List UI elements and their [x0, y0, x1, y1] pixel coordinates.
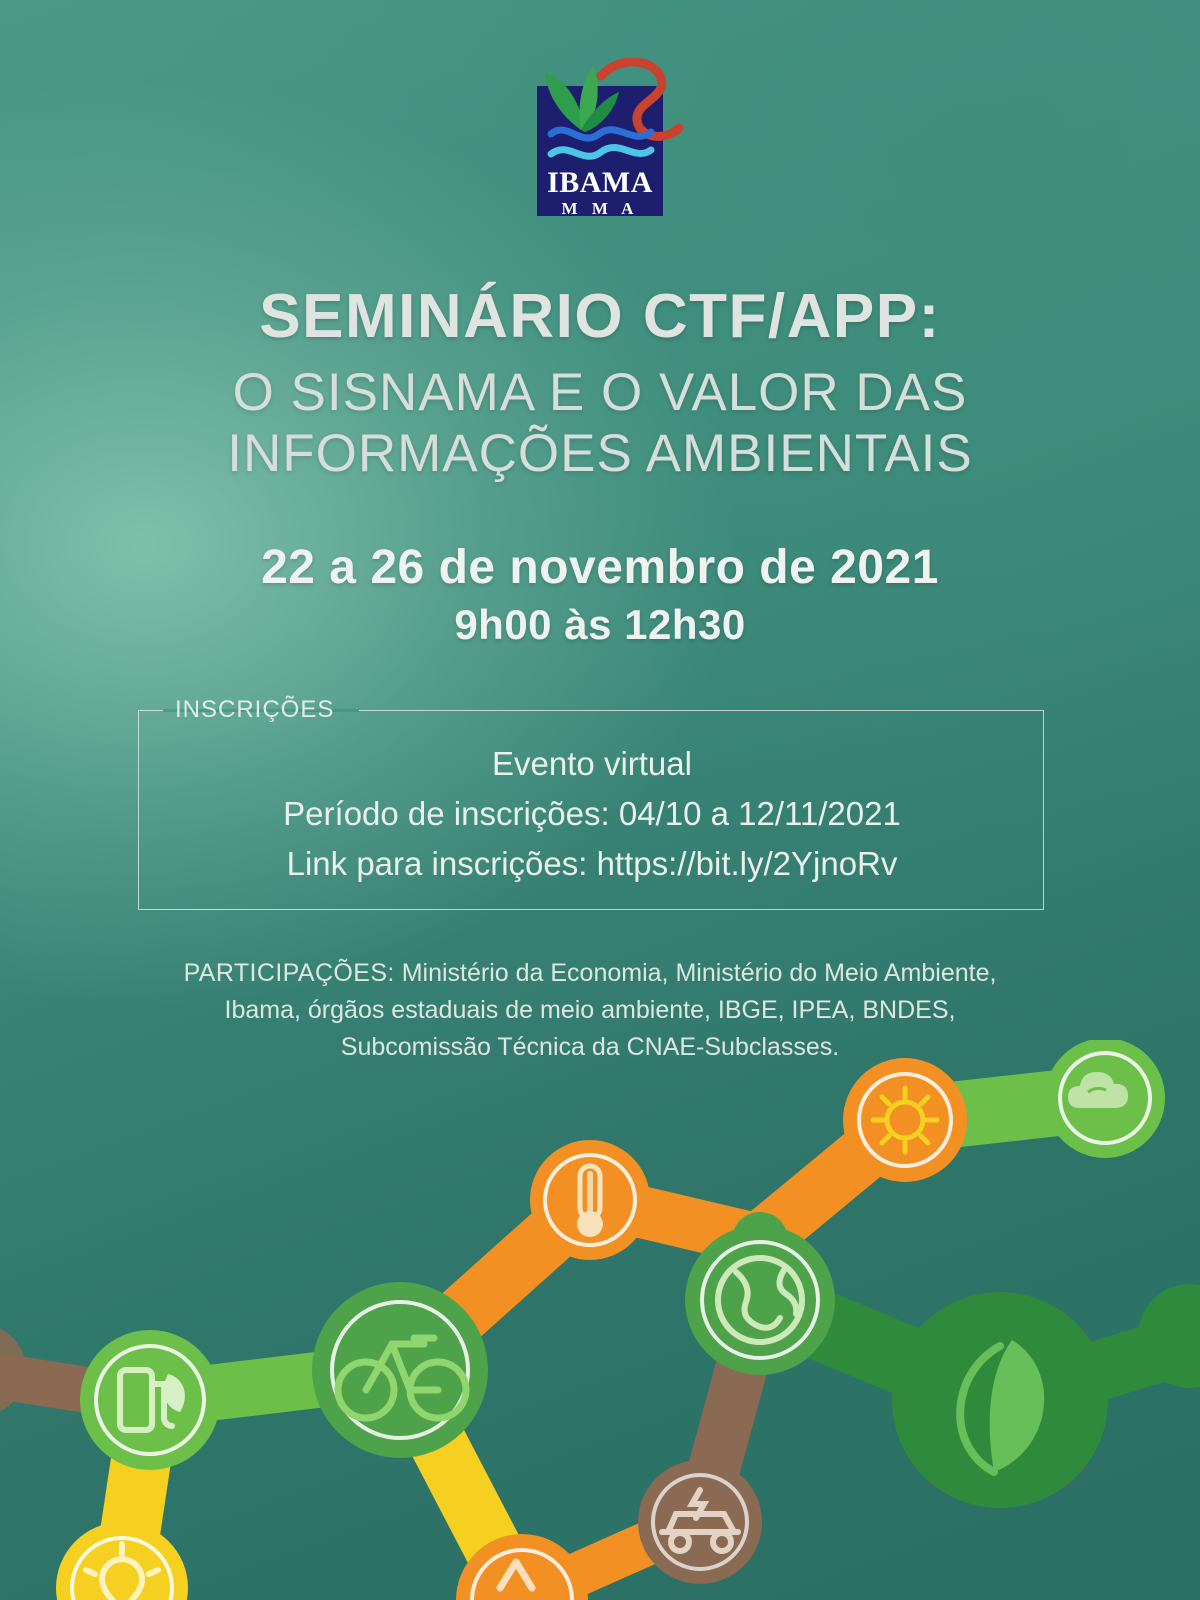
decorative-network-graphic [0, 1040, 1200, 1600]
participations-label: PARTICIPAÇÕES: [183, 959, 395, 987]
event-time: 9h00 às 12h30 [454, 601, 746, 648]
participations-block [150, 955, 1030, 1066]
registration-line-1: Evento virtual [492, 745, 692, 782]
logo-container [0, 58, 1200, 243]
event-dates: 22 a 26 de novembro de 2021 [261, 541, 939, 594]
registration-box [138, 696, 1044, 910]
ibama-logo [505, 58, 695, 243]
waves-icon [547, 116, 655, 168]
page-subtitle-line-2: INFORMAÇÕES AMBIENTAIS [227, 423, 973, 483]
participations-text: Ministério da Economia, Ministério do Meio Ambiente, Ibama, órgãos estaduais de meio ambiente, IBGE, IPEA, BNDES, Subcomissão Técnica da CNAE-Subclasses. [224, 959, 997, 1061]
event-date-block [0, 540, 1200, 649]
page-title: SEMINÁRIO CTF/APP: [259, 282, 941, 351]
registration-legend: INSCRIÇÕES [175, 696, 335, 723]
logo-title: IBAMA [547, 166, 653, 199]
logo-subtitle: M M A [561, 199, 639, 218]
registration-link-line[interactable]: Link para inscrições: https://bit.ly/2YjnoRv [286, 845, 898, 883]
registration-line-2: Período de inscrições: 04/10 a 12/11/2021 [283, 795, 901, 833]
title-block [0, 282, 1200, 484]
registration-details [139, 739, 1045, 889]
page-subtitle-line-1: O SISNAMA E O VALOR DAS [232, 363, 968, 423]
